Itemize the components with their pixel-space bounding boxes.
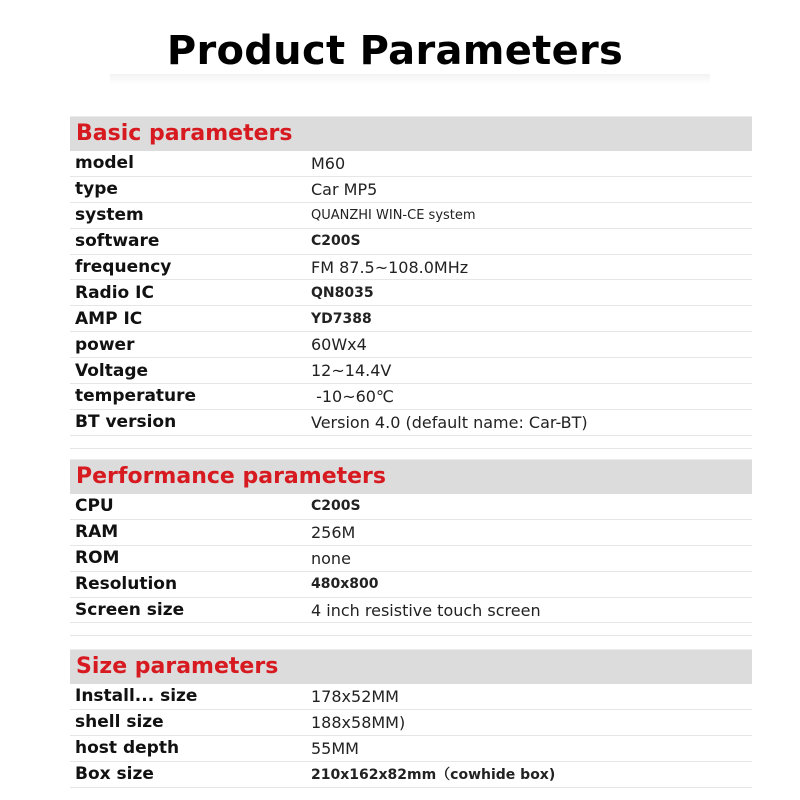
param-value: 60Wx4 xyxy=(311,335,367,355)
table-row xyxy=(70,177,752,203)
table-row xyxy=(70,255,752,281)
param-value: 4 inch resistive touch screen xyxy=(311,600,541,620)
table-row xyxy=(70,494,752,520)
param-value: 256M xyxy=(311,522,356,542)
param-label: type xyxy=(75,179,118,200)
table-row xyxy=(70,384,752,410)
section-header-basic: Basic parameters xyxy=(70,116,752,151)
performance-parameters-section xyxy=(70,459,752,636)
param-label: Screen size xyxy=(75,600,185,620)
param-value: 12~14.4V xyxy=(311,361,392,381)
section-header-performance: Performance parameters xyxy=(70,459,752,494)
table-row xyxy=(70,410,752,436)
table-row xyxy=(70,572,752,598)
table-row xyxy=(70,229,752,255)
table-row xyxy=(70,306,752,332)
param-label: model xyxy=(75,153,134,174)
size-parameters-section xyxy=(70,649,752,788)
table-row xyxy=(70,332,752,358)
param-value: C200S xyxy=(311,498,361,515)
param-value: C200S xyxy=(311,233,361,250)
table-row xyxy=(70,280,752,306)
param-value: none xyxy=(311,548,351,568)
param-value: 55MM xyxy=(311,738,359,758)
param-label: host depth xyxy=(75,738,180,759)
param-label: Radio IC xyxy=(75,282,154,303)
param-label: power xyxy=(75,334,135,355)
param-value: 210x162x82mm（cowhide box) xyxy=(311,767,556,784)
param-value: FM 87.5~108.0MHz xyxy=(311,257,469,277)
param-value: 178x52MM xyxy=(311,686,399,706)
param-label: ROM xyxy=(75,548,120,569)
section-spacer xyxy=(70,436,752,449)
param-label: shell size xyxy=(75,712,164,733)
section-spacer xyxy=(70,623,752,636)
table-row xyxy=(70,203,752,229)
param-label: CPU xyxy=(75,496,114,517)
param-value: QUANZHI WIN-CE system xyxy=(311,207,476,223)
param-value: QN8035 xyxy=(311,284,374,301)
param-value: 480x800 xyxy=(311,576,379,593)
param-label: Box size xyxy=(75,764,154,785)
param-label: temperature xyxy=(75,386,197,407)
param-value: -10~60℃ xyxy=(311,386,394,406)
param-label: frequency xyxy=(75,257,172,277)
title-shadow xyxy=(110,74,710,84)
param-label: AMP IC xyxy=(75,308,143,329)
table-row xyxy=(70,762,752,788)
param-label: Install... size xyxy=(75,686,198,707)
param-label: RAM xyxy=(75,522,119,543)
param-label: system xyxy=(75,205,144,226)
table-row xyxy=(70,151,752,177)
param-label: Resolution xyxy=(75,574,178,595)
param-value: YD7388 xyxy=(311,310,372,327)
param-label: BT version xyxy=(75,412,177,433)
param-label: Voltage xyxy=(75,360,149,381)
table-row xyxy=(70,710,752,736)
page-title: Product Parameters xyxy=(166,28,624,74)
param-value: Car MP5 xyxy=(311,179,378,199)
param-label: software xyxy=(75,231,160,252)
table-row xyxy=(70,598,752,624)
param-value: 188x58MM) xyxy=(311,712,406,732)
table-row xyxy=(70,358,752,384)
param-value: M60 xyxy=(311,153,346,173)
basic-parameters-section xyxy=(70,116,752,449)
section-header-size: Size parameters xyxy=(70,649,752,684)
table-row xyxy=(70,520,752,546)
param-value: Version 4.0 (default name: Car-BT) xyxy=(311,412,588,432)
table-row xyxy=(70,684,752,710)
table-row xyxy=(70,546,752,572)
table-row xyxy=(70,736,752,762)
